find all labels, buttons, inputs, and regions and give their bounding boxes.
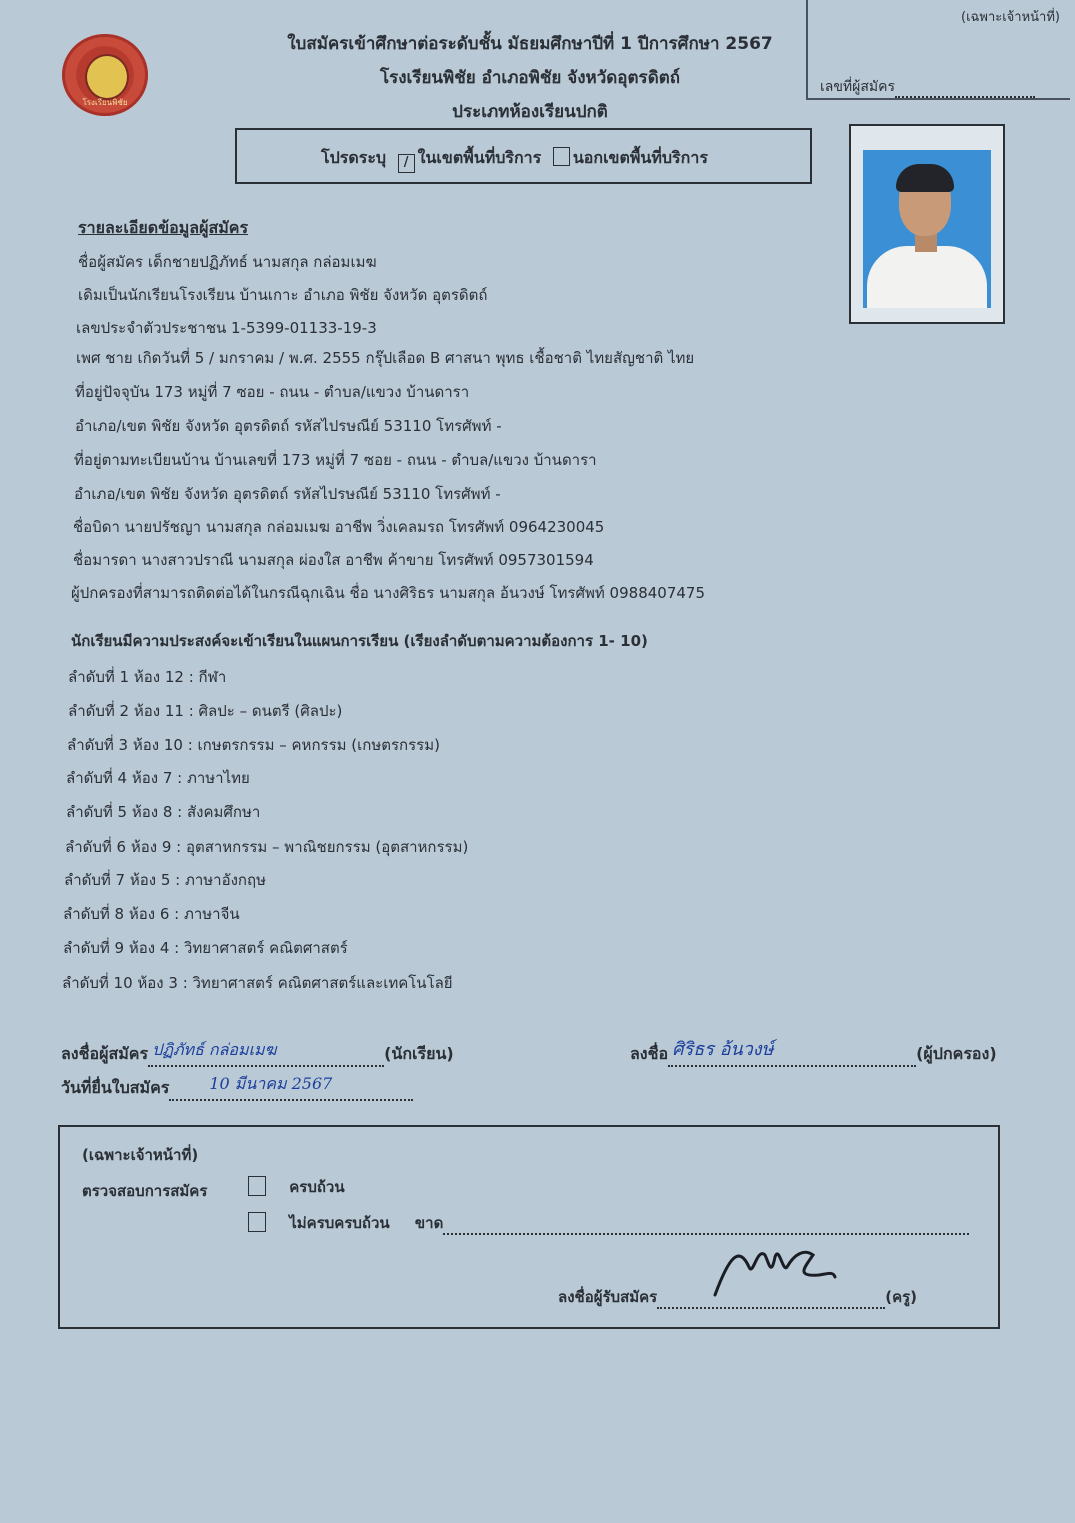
incomplete-label: ไม่ครบครบถ้วน (289, 1214, 390, 1232)
complete-label: ครบถ้วน (289, 1178, 345, 1196)
applicant-signature-line (61, 1042, 454, 1067)
father-row: ชื่อบิดา นายปรัชญา นามสกุล กล่อมเมฆ อาชีพ วิ่งเคลมรถ โทรศัพท์ 0964230045 (73, 518, 605, 536)
personal-info-row: เพศ ชาย เกิดวันที่ 5 / มกราคม / พ.ศ. 2555 กรุ๊ปเลือด B ศาสนา พุทธ เชื้อชาติ ไทยสัญชาติ ไทย (76, 349, 695, 367)
preference-item: ลำดับที่ 5 ห้อง 8 : สังคมศึกษา (66, 803, 261, 821)
previous-school-row: เดิมเป็นนักเรียนโรงเรียน บ้านเกาะ อำเภอ พิชัย จังหวัด อุตรดิตถ์ (78, 286, 488, 304)
applicant-signature-field[interactable] (148, 1040, 384, 1067)
mother-row: ชื่อมารดา นางสาวปราณี นามสกุล ผ่องใส อาชีพ ค้าขาย โทรศัพท์ 0957301594 (73, 551, 594, 569)
preference-item: ลำดับที่ 7 ห้อง 5 : ภาษาอังกฤษ (64, 871, 266, 889)
service-area-choice (321, 146, 708, 173)
guardian-row: ผู้ปกครองที่สามารถติดต่อได้ในกรณีฉุกเฉิน ชื่อ นางศิริธร นามสกุล อ้นวงษ์ โทรศัพท์ 0988407475 (71, 584, 705, 602)
complete-checkbox[interactable] (248, 1176, 266, 1196)
preference-item: ลำดับที่ 2 ห้อง 11 : ศิลปะ – ดนตรี (ศิลปะ) (68, 702, 343, 720)
preference-item: ลำดับที่ 10 ห้อง 3 : วิทยาศาสตร์ คณิตศาสตร์และเทคโนโลยี (62, 974, 453, 992)
receiver-signature-label: ลงชื่อผู้รับสมัคร (558, 1288, 658, 1306)
application-date-field[interactable] (169, 1074, 413, 1101)
out-area-checkbox[interactable] (553, 147, 570, 166)
office-use-box (58, 1125, 1000, 1329)
preference-item: ลำดับที่ 1 ห้อง 12 : กีฬา (68, 668, 227, 686)
preference-item: ลำดับที่ 6 ห้อง 9 : อุตสาหกรรม – พาณิชยกรรม (อุตสาหกรรม) (65, 838, 469, 856)
incomplete-checkbox[interactable] (248, 1212, 266, 1232)
preference-item: ลำดับที่ 9 ห้อง 4 : วิทยาศาสตร์ คณิตศาสตร์ (63, 939, 348, 957)
receiver-role: (ครู) (885, 1288, 918, 1306)
applicant-section-title: รายละเอียดข้อมูลผู้สมัคร (78, 218, 249, 237)
staff-only-note: (เฉพาะเจ้าหน้าที่) (961, 10, 1060, 25)
applicant-photo (863, 150, 991, 308)
class-type: ประเภทห้องเรียนปกติ (452, 102, 608, 122)
missing-items-field[interactable] (443, 1219, 969, 1235)
preferences-title: นักเรียนมีความประสงค์จะเข้าเรียนในแผนการเรียน (เรียงลำดับตามความต้องการ 1- 10) (71, 632, 648, 650)
receiver-signature-line (558, 1285, 917, 1309)
office-title: (เฉพาะเจ้าหน้าที่) (82, 1146, 199, 1164)
application-date-line (61, 1076, 413, 1101)
preference-item: ลำดับที่ 8 ห้อง 6 : ภาษาจีน (63, 905, 240, 923)
applicant-photo-frame (849, 124, 1005, 324)
citizen-id-row: เลขประจำตัวประชาชน 1-5399-01133-19-3 (76, 319, 377, 337)
receiver-signature-scribble (709, 1237, 839, 1301)
verification-label: ตรวจสอบการสมัคร (82, 1182, 208, 1200)
guardian-signature-label: ลงชื่อ (630, 1044, 669, 1063)
applicant-signature: ปฏิภัทธ์ กล่อมเมฆ (152, 1040, 277, 1059)
preference-item: ลำดับที่ 4 ห้อง 7 : ภาษาไทย (66, 769, 250, 787)
applicant-name-row: ชื่อผู้สมัคร เด็กชายปฏิภัทธ์ นามสกุล กล่อมเมฆ (78, 253, 377, 271)
out-area-label: นอกเขตพื้นที่บริการ (572, 148, 708, 167)
application-date-label: วันที่ยื่นใบสมัคร (61, 1078, 170, 1097)
applicant-signature-label: ลงชื่อผู้สมัคร (61, 1044, 149, 1063)
applicant-role: (นักเรียน) (384, 1044, 454, 1063)
receiver-signature-field[interactable] (657, 1293, 885, 1309)
incomplete-option (248, 1211, 969, 1235)
guardian-signature-line (630, 1039, 997, 1067)
registered-address-row: ที่อยู่ตามทะเบียนบ้าน บ้านเลขที่ 173 หมู่ที่ 7 ซอย - ถนน - ตำบล/แขวง บ้านดารา (74, 451, 597, 469)
seal-text: โรงเรียนพิชัย (82, 98, 128, 107)
current-address-row: ที่อยู่ปัจจุบัน 173 หมู่ที่ 7 ซอย - ถนน - ตำบล/แขวง บ้านดารา (75, 383, 470, 401)
guardian-role: (ผู้ปกครอง) (916, 1044, 997, 1063)
in-area-checkbox[interactable]: / (398, 154, 415, 173)
form-title: ใบสมัครเข้าศึกษาต่อระดับชั้น มัธยมศึกษาปีที่ 1 ปีการศึกษา 2567 (287, 34, 773, 54)
application-number-label: เลขที่ผู้สมัคร (820, 79, 896, 95)
preference-item: ลำดับที่ 3 ห้อง 10 : เกษตรกรรม – คหกรรม (เกษตรกรรม) (67, 736, 440, 754)
missing-label: ขาด (414, 1214, 444, 1232)
guardian-signature-field[interactable] (668, 1039, 916, 1067)
service-area-choice-box (235, 128, 812, 184)
current-district-row: อำเภอ/เขต พิชัย จังหวัด อุตรดิตถ์ รหัสไปรษณีย์ 53110 โทรศัพท์ - (75, 417, 502, 435)
registered-district-row: อำเภอ/เขต พิชัย จังหวัด อุตรดิตถ์ รหัสไปรษณีย์ 53110 โทรศัพท์ - (74, 485, 501, 503)
choice-label: โปรดระบุ (321, 148, 387, 167)
in-area-label: ในเขตพื้นที่บริการ (417, 148, 542, 167)
complete-option (248, 1175, 345, 1199)
application-date-value: 10 มีนาคม 2567 (209, 1074, 333, 1093)
guardian-signature: ศิริธร อ้นวงษ์ (672, 1039, 774, 1060)
school-name: โรงเรียนพิชัย อำเภอพิชัย จังหวัดอุตรดิตถ์ (379, 68, 681, 88)
